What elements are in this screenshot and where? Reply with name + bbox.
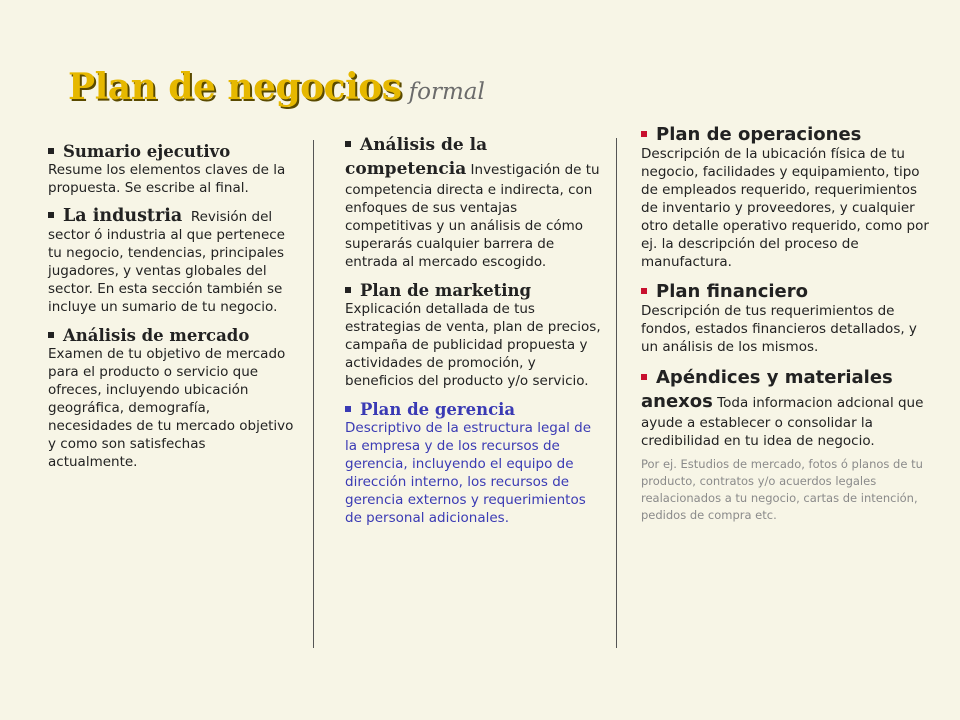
operaciones-heading: Plan de operaciones xyxy=(656,124,862,145)
sumario-text: Resume los elementos claves de la propuesta. Se escribe al final. xyxy=(48,162,286,196)
bullet-icon xyxy=(345,141,351,147)
gerencia-text: Descriptivo de la estructura legal de la empresa y de los recursos de gerencia, incluyendo el equipo de dirección interno, los recursos de gerencia externos y requerimientos de personal adicionales. xyxy=(345,420,592,526)
bullet-icon xyxy=(641,374,647,380)
bullet-icon xyxy=(641,288,647,294)
column-divider-right xyxy=(616,138,617,648)
slide-title: Plan de negocios xyxy=(68,66,402,108)
industria-text: Revisión del sector ó industria al que pertenece tu negocio, tendencias, principales jugadores, y ventas globales del sector. En esta sección también se incluye un sumario de tu negocio. xyxy=(48,209,285,315)
bullet-icon xyxy=(345,406,351,412)
bullet-icon xyxy=(48,148,54,154)
sumario-heading: Sumario ejecutivo xyxy=(63,142,231,161)
section-mercado xyxy=(48,326,298,471)
section-industria xyxy=(48,207,298,316)
apendices-text: Toda informacion adcional que ayude a establecer o consolidar la credibilidad en tu idea de negocio. xyxy=(641,395,924,449)
section-financiero xyxy=(641,281,931,356)
financiero-heading: Plan financiero xyxy=(656,281,808,302)
industria-heading: La industria xyxy=(63,206,183,226)
bullet-icon xyxy=(345,287,351,293)
apendices-note: Por ej. Estudios de mercado, fotos ó planos de tu producto, contratos y/o acuerdos legales realacionados a tu negocio, cartas de intención, pedidos de compra etc. xyxy=(641,457,923,522)
marketing-text: Explicación detallada de tus estrategias de venta, plan de precios, campaña de publicidad propuesta y actividades de promoción, y beneficios del producto y/o servicio. xyxy=(345,301,601,389)
slide-title-group xyxy=(68,66,485,108)
section-marketing xyxy=(345,281,601,390)
marketing-heading: Plan de marketing xyxy=(360,281,532,300)
column-divider-left xyxy=(313,140,314,648)
mercado-text: Examen de tu objetivo de mercado para el producto o servicio que ofreces, incluyendo ubicación geográfica, demografía, necesidades de tu mercado objetivo y como son satisfechas actualmente. xyxy=(48,346,294,470)
competencia-heading: Análisis de la competencia xyxy=(345,135,488,179)
gerencia-heading: Plan de gerencia xyxy=(360,400,516,419)
section-operaciones xyxy=(641,124,931,271)
column-left xyxy=(48,142,298,481)
section-sumario xyxy=(48,142,298,197)
column-right xyxy=(641,124,931,534)
column-middle xyxy=(345,133,601,537)
operaciones-text: Descripción de la ubicación física de tu negocio, facilidades y equipamiento, tipo de empleados requerido, requerimientos de inventario y proveedores, y cualquier otro detalle operativo requerido, como por ej. la descripción del proceso de manufactura. xyxy=(641,146,929,270)
slide-subtitle: formal xyxy=(408,79,485,105)
financiero-text: Descripción de tus requerimientos de fondos, estados financieros detallados, y un análisis de los mismos. xyxy=(641,303,917,355)
bullet-icon xyxy=(48,212,54,218)
section-gerencia xyxy=(345,400,601,527)
apendices-heading: Apéndices y materiales anexos xyxy=(641,367,893,412)
bullet-icon xyxy=(641,131,647,137)
section-competencia xyxy=(345,133,601,271)
section-apendices xyxy=(641,366,931,524)
competencia-text: Investigación de tu competencia directa e indirecta, con enfoques de sus ventajas competitivas y un análisis de cómo superarás cualquier barrera de entrada al mercado escogido. xyxy=(345,162,600,270)
mercado-heading: Análisis de mercado xyxy=(63,326,250,345)
bullet-icon xyxy=(48,332,54,338)
